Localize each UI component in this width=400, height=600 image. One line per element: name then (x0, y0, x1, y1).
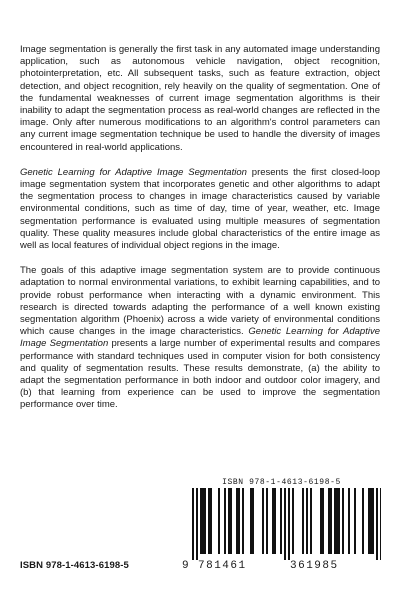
barcode-bar (362, 488, 364, 554)
barcode-bar (236, 488, 238, 554)
barcode-digits-right: 361985 (290, 560, 339, 572)
barcode-bar (284, 488, 286, 560)
barcode-bar (208, 488, 210, 554)
barcode-bar (196, 488, 198, 560)
barcode-bar (266, 488, 268, 554)
barcode-bar (204, 488, 206, 554)
book-title-italic: Genetic Learning for Adaptive Image Segmentation (20, 166, 247, 178)
barcode-bar (262, 488, 264, 554)
barcode-bar (380, 488, 381, 560)
barcode-bar (252, 488, 254, 554)
barcode-bar (228, 488, 230, 554)
barcode-bar (272, 488, 274, 554)
blurb-paragraph-3-text-before: The goals of this adaptive image segmentation system are to provide continuous adaptation to normal environmental variations, to exhibit learning capabilities, and to provide robust performance when interacting with a dynamic environment. This research is directed towards adapting the performance of a well known existing segmentation algorithm (Phoenix) across a wide variety of environmental conditions which cause changes in the image characteristics. (20, 265, 380, 338)
barcode-bar (302, 488, 304, 554)
barcode-bar (372, 488, 374, 554)
barcode-digit-first: 9 (182, 560, 191, 572)
barcode-bar (330, 488, 332, 554)
barcode-bar (200, 488, 202, 554)
barcode-bar (306, 488, 308, 554)
barcode-bar (348, 488, 350, 554)
barcode-bar (288, 488, 290, 560)
barcode-bar (338, 488, 340, 554)
barcode-bar (320, 488, 322, 554)
barcode-bar (354, 488, 356, 554)
book-title-italic: Genetic Learning for Adaptive Image Segmentation (20, 326, 380, 350)
barcode-bar (274, 488, 276, 554)
barcode-bar (230, 488, 232, 554)
barcode-bar (250, 488, 252, 554)
barcode-bar (368, 488, 370, 554)
barcode-bar (336, 488, 338, 554)
barcode-bar (292, 488, 294, 554)
blurb-paragraph-3-text-after: presents a large number of experimental results and compares performance with standard techniques used in computer vision for both consistency and quality of segmentation results. These results demonstrate, (a) the ability to adapt the segmentation performance in both indoor and outdoor color imagery, and (b) that learning from experience can be used to improve the segmentation performance over time. (20, 338, 380, 411)
barcode-bar (280, 488, 282, 554)
blurb-paragraph-1: Image segmentation is generally the first task in any automated image understanding application, such as autonomous vehicle navigation, object recognition, photointerpretation, etc. All subsequent tasks, such as feature extraction, object detection, and object recognition, rely heavily on the quality of segmentation. One of the fundamental weaknesses of current image segmentation algorithms is their inability to adapt the segmentation process as real-world changes are reflected in the image. Only after numerous modifications to an algorithm's control parameters can any current image segmentation technique be used to handle the diversity of images encountered in real-world applications. (20, 44, 380, 153)
barcode-bar (328, 488, 330, 554)
barcode-bars (182, 488, 381, 562)
barcode-isbn-text: ISBN 978-1-4613-6198-5 (222, 478, 341, 487)
barcode-bar (322, 488, 324, 554)
barcode-bar (192, 488, 194, 560)
barcode-bar (224, 488, 226, 554)
barcode-bar (242, 488, 244, 554)
back-cover-blurb (20, 44, 380, 412)
blurb-paragraph-2-text: presents the first closed-loop image segmentation system that incorporates genetic and other algorithms to adapt the segmentation process to changes in image characteristics caused by variable environmental conditions, such as time of day, time of year, weather, etc. Image segmentation performance is evaluated using multiple measures of segmentation quality. These quality measures include global characteristics of the entire image as well as local features of individual object regions in the image. (20, 166, 380, 252)
barcode-digits-left: 781461 (198, 560, 247, 572)
barcode-bar (238, 488, 240, 554)
barcode-bar (310, 488, 312, 554)
barcode-bar (218, 488, 220, 554)
barcode-bar (202, 488, 204, 554)
barcode-bar (370, 488, 372, 554)
barcode-bar (376, 488, 378, 560)
isbn-label: ISBN 978-1-4613-6198-5 (20, 560, 129, 571)
barcode-bar (342, 488, 344, 554)
barcode-bar (334, 488, 336, 554)
blurb-paragraph-3 (20, 265, 380, 411)
blurb-paragraph-2 (20, 167, 380, 252)
barcode-bar (210, 488, 212, 554)
isbn-barcode (182, 478, 381, 574)
